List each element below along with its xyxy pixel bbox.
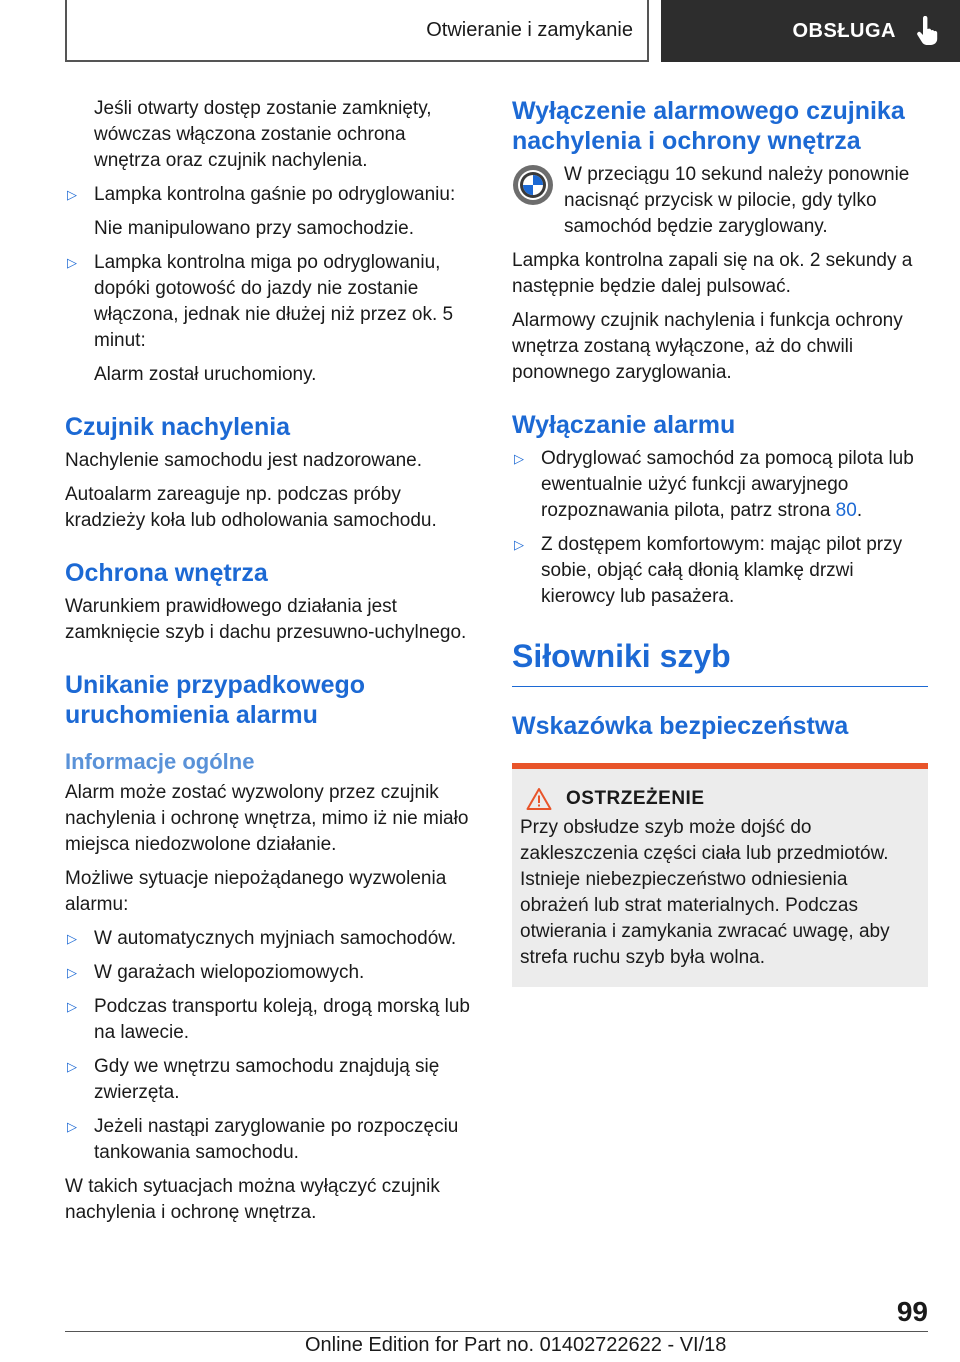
- list-item: [65, 926, 477, 952]
- list-item: [65, 250, 477, 354]
- right-column: [512, 96, 928, 987]
- paragraph: Lampka kontrolna zapali się na ok. 2 sekundy a następnie będzie dalej pulsować.: [512, 250, 913, 297]
- warning-header: [520, 787, 920, 811]
- bullet-triangle-icon: ▷: [67, 1119, 77, 1134]
- heading-general-info: Informacje ogólne: [65, 749, 255, 774]
- list-item-text: Podczas transportu koleją, drogą morską lub na lawecie.: [94, 996, 470, 1043]
- heading-avoid-false-alarm: Unikanie przypadkowego uruchomienia alarmu: [65, 671, 366, 729]
- list-item-text: [541, 446, 928, 524]
- bullet-triangle-icon: ▷: [67, 187, 77, 202]
- remote-instruction: [512, 162, 928, 240]
- heading-safety-note: Wskazówka bezpieczeństwa: [512, 712, 849, 740]
- bullet-triangle-icon: ▷: [67, 255, 77, 270]
- heading-disable-sensor: Wyłączenie alarmowego czujnika nachylenia i ochrony wnętrza: [512, 97, 905, 155]
- list-item: [65, 182, 477, 208]
- footer-divider: [65, 1331, 928, 1332]
- paragraph: [512, 162, 928, 240]
- paragraph: Alarmowy czujnik nachylenia i funkcja ochrony wnętrza zostaną wyłączone, aż do chwili ponownego zaryglowania.: [512, 310, 903, 383]
- list-item-text: Gdy we wnętrzu samochodu znajdują się zwierzęta.: [94, 1056, 440, 1103]
- list-item-text: Jeżeli nastąpi zaryglowanie po rozpoczęciu tankowania samochodu.: [94, 1116, 459, 1163]
- list-item-text: W garażach wielopoziomowych.: [94, 962, 365, 983]
- intro-paragraph: Jeśli otwarty dostęp zostanie zamknięty, wówczas włączona zostanie ochrona wnętrza oraz czujnik nachylenia.: [94, 98, 432, 171]
- list-item-text: W automatycznych myjniach samochodów.: [94, 928, 457, 949]
- bullet-triangle-icon: ▷: [514, 451, 524, 466]
- list-item-text: Lampka kontrolna miga po odryglowaniu, dopóki gotowość do jazdy nie zostanie włączona, jednak nie dłużej niż przez ok. 5 minut:: [94, 252, 454, 351]
- bmw-key-icon: [512, 164, 554, 206]
- heading-interior-protection: Ochrona wnętrza: [65, 559, 268, 587]
- list-item: [512, 532, 928, 610]
- list-item: [65, 1114, 477, 1166]
- footer-edition: Online Edition for Part no. 01402722622 - VI/18: [305, 1334, 727, 1356]
- list-item-text: Z dostępem komfortowym: mając pilot przy sobie, objąć całą dłonią klamkę drzwi kierowcy lub pasażera.: [541, 534, 903, 607]
- paragraph: Alarm może zostać wyzwolony przez czujnik nachylenia i ochronę wnętrza, mimo iż nie miało miejsca niedozwolone działanie.: [65, 782, 469, 855]
- paragraph: Autoalarm zareaguje np. podczas próby kradzieży koła lub odholowania samochodu.: [65, 484, 437, 531]
- page-link[interactable]: 80: [835, 500, 857, 521]
- bullet-triangle-icon: ▷: [67, 931, 77, 946]
- paragraph: W takich sytuacjach można wyłączyć czujnik nachylenia i ochronę wnętrza.: [65, 1176, 440, 1223]
- heading-disable-alarm: Wyłączanie alarmu: [512, 411, 736, 439]
- left-column: [65, 96, 477, 1234]
- warning-text: Przy obsłudze szyb może dojść do zakleszczenia części ciała lub przedmiotów. Istnieje niebezpieczeństwo odniesienia obrażeń lub strat materialnych. Podczas otwierania i zamykania zwracać uwagę, aby strefa ruchu szyb była wolna.: [520, 817, 890, 968]
- list-item: [65, 960, 477, 986]
- bullet-triangle-icon: ▷: [514, 537, 524, 552]
- chapter-title: OBSŁUGA: [792, 19, 896, 42]
- paragraph-text: W przeciągu 10 sekund należy ponownie nacisnąć przycisk w pilocie, gdy tylko samochód będzie zaryglowany.: [564, 164, 910, 237]
- section-title: Otwieranie i zamykanie: [426, 18, 633, 41]
- header-section-tab: [65, 0, 649, 62]
- list-item-text-part: Odryglować samochód za pomocą pilota lub ewentualnie użyć funkcji awaryjnego rozpoznawania pilota, patrz strona: [541, 448, 914, 521]
- list-item-note: Alarm został uruchomiony.: [94, 364, 317, 385]
- bullet-triangle-icon: ▷: [67, 1059, 77, 1074]
- list-item-text-end: .: [856, 500, 863, 521]
- hand-pointer-icon: [914, 16, 940, 46]
- heading-power-windows: Siłowniki szyb: [512, 636, 928, 687]
- list-item: [512, 446, 928, 524]
- list-item-note: Nie manipulowano przy samochodzie.: [94, 218, 414, 239]
- header-chapter-tab: [661, 0, 960, 62]
- page-number: 99: [896, 1296, 928, 1327]
- list-item: [65, 1054, 477, 1106]
- paragraph: Możliwe sytuacje niepożądanego wyzwolenia alarmu:: [65, 868, 447, 915]
- bullet-triangle-icon: ▷: [67, 999, 77, 1014]
- list-item-text: Lampka kontrolna gaśnie po odryglowaniu:: [94, 184, 456, 205]
- warning-box: [512, 763, 928, 987]
- list-item: [65, 994, 477, 1046]
- warning-triangle-icon: [526, 787, 552, 811]
- heading-tilt-sensor: Czujnik nachylenia: [65, 413, 291, 441]
- paragraph: Nachylenie samochodu jest nadzorowane.: [65, 450, 422, 471]
- bullet-triangle-icon: ▷: [67, 965, 77, 980]
- warning-label: OSTRZEŻENIE: [566, 788, 705, 809]
- paragraph: Warunkiem prawidłowego działania jest zamknięcie szyb i dachu przesuwno-uchylnego.: [65, 596, 467, 643]
